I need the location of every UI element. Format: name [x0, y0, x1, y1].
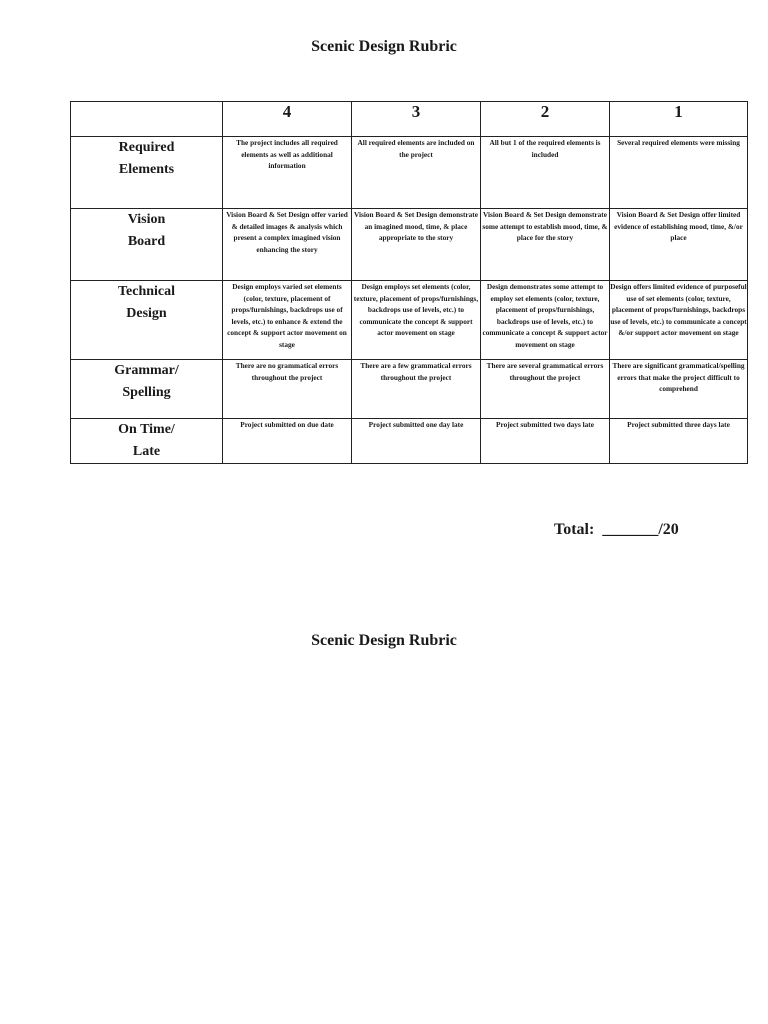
criterion-required-elements [71, 137, 223, 209]
criterion-label: On Time/ [118, 422, 175, 437]
table-row [71, 209, 748, 281]
descriptor-cell: All required elements are included on the project [352, 137, 481, 209]
descriptor-cell: Design offers limited evidence of purposeful use of set elements (color, texture, placement of props/furnishings, backdrops use of levels, etc.) to communicate a concept &/or support actor movement on stage [610, 281, 748, 360]
criterion-label: Grammar/ [114, 363, 179, 378]
total-score [554, 521, 679, 539]
descriptor-cell: Vision Board & Set Design offer varied & detailed images & analysis which present a complex imagined vision enhancing the story [223, 209, 352, 281]
descriptor-cell: There are no grammatical errors throughout the project [223, 360, 352, 419]
descriptor-cell: Design employs varied set elements (color, texture, placement of props/furnishings, backdrops use of levels, etc.) to enhance & extend the concept & support actor movement on stage [223, 281, 352, 360]
corner-cell [71, 102, 223, 137]
page-title-repeat: Scenic Design Rubric [311, 632, 457, 649]
descriptor-cell: Project submitted three days late [610, 419, 748, 464]
table-row [71, 360, 748, 419]
score-header-2: 2 [481, 102, 610, 137]
criterion-label: Late [132, 444, 161, 459]
criterion-label: Vision [127, 212, 166, 227]
descriptor-cell: Design demonstrates some attempt to employ set elements (color, texture, placement of props/furnishings, backdrops use of levels, etc.) to communicate a concept & support actor movement on stage [481, 281, 610, 360]
criterion-grammar-spelling [71, 360, 223, 419]
criterion-technical-design [71, 281, 223, 360]
table-row [71, 137, 748, 209]
score-header-4: 4 [223, 102, 352, 137]
descriptor-cell: All but 1 of the required elements is included [481, 137, 610, 209]
descriptor-cell: Project submitted on due date [223, 419, 352, 464]
criterion-label: Technical [117, 284, 176, 299]
descriptor-cell: Several required elements were missing [610, 137, 748, 209]
criterion-vision-board [71, 209, 223, 281]
descriptor-cell: Vision Board & Set Design offer limited evidence of establishing mood, time, &/or place [610, 209, 748, 281]
descriptor-cell: Vision Board & Set Design demonstrate an imagined mood, time, & place appropriate to the story [352, 209, 481, 281]
criterion-label: Elements [118, 162, 175, 177]
table-row [71, 281, 748, 360]
table-row [71, 419, 748, 464]
criterion-on-time-late [71, 419, 223, 464]
score-header-3: 3 [352, 102, 481, 137]
page-title: Scenic Design Rubric [311, 38, 457, 55]
score-header-1: 1 [610, 102, 748, 137]
descriptor-cell: Vision Board & Set Design demonstrate some attempt to establish mood, time, & place for the story [481, 209, 610, 281]
total-blank: _______/20 [602, 521, 679, 538]
descriptor-cell: The project includes all required elements as well as additional information [223, 137, 352, 209]
descriptor-cell: Design employs set elements (color, texture, placement of props/furnishings, backdrops use of levels, etc.) to communicate the concept & support actor movement on stage [352, 281, 481, 360]
header-row [71, 102, 748, 137]
descriptor-cell: Project submitted one day late [352, 419, 481, 464]
criterion-label: Design [126, 306, 167, 321]
criterion-label: Spelling [122, 385, 171, 400]
criterion-label: Required [118, 140, 175, 155]
rubric-table [70, 101, 748, 464]
descriptor-cell: There are significant grammatical/spelling errors that make the project difficult to comprehend [610, 360, 748, 419]
total-label: Total: [554, 521, 595, 538]
descriptor-cell: Project submitted two days late [481, 419, 610, 464]
descriptor-cell: There are a few grammatical errors throughout the project [352, 360, 481, 419]
descriptor-cell: There are several grammatical errors throughout the project [481, 360, 610, 419]
criterion-label: Board [127, 234, 166, 249]
